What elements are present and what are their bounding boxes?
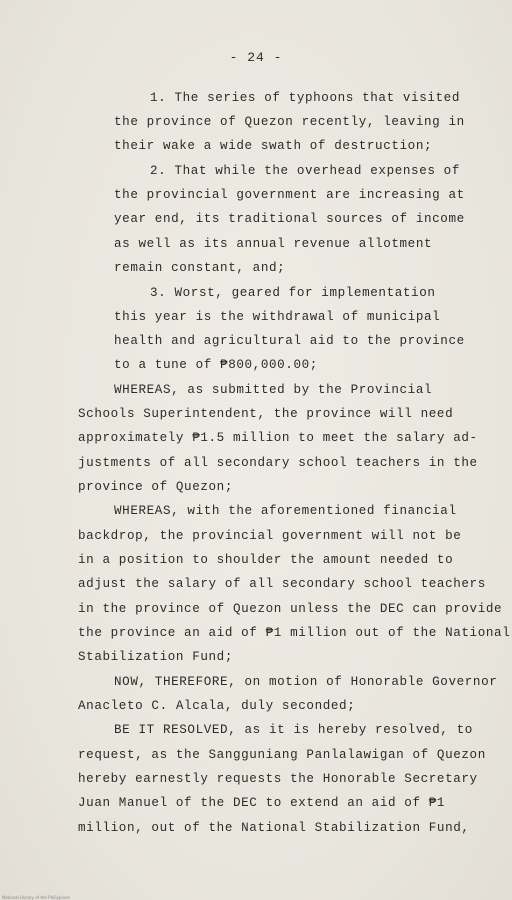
text-line: the province an aid of ₱1 million out of the National [78, 626, 511, 640]
page-number: - 24 - [229, 50, 283, 65]
text-line: the provincial government are increasing at [114, 188, 465, 202]
text-line: adjust the salary of all secondary school teachers [78, 577, 486, 591]
text-line: their wake a wide swath of destruction; [114, 139, 433, 153]
text-line: Anacleto C. Alcala, duly seconded; [78, 699, 356, 713]
text-line: backdrop, the provincial government will not be [78, 529, 462, 543]
text-line: request, as the Sangguniang Panlalawigan of Quezon [78, 748, 486, 762]
text-line: 3. Worst, geared for implementation [150, 286, 436, 300]
text-line: health and agricultural aid to the province [114, 334, 465, 348]
text-line: remain constant, and; [114, 261, 286, 275]
text-line: 1. The series of typhoons that visited [150, 91, 460, 105]
text-line: 2. That while the overhead expenses of [150, 164, 460, 178]
text-line: this year is the withdrawal of municipal [114, 310, 441, 324]
text-line: the province of Quezon recently, leaving in [114, 115, 465, 129]
text-line: Schools Superintendent, the province will need [78, 407, 454, 421]
text-line: as well as its annual revenue allotment [114, 237, 433, 251]
text-line: in the province of Quezon unless the DEC can provide [78, 602, 503, 616]
text-line: to a tune of ₱800,000.00; [114, 358, 318, 372]
text-line: hereby earnestly requests the Honorable Secretary [78, 772, 478, 786]
text-line: NOW, THEREFORE, on motion of Honorable Governor [114, 675, 498, 689]
text-line: million, out of the National Stabilization Fund, [78, 821, 470, 835]
text-line: year end, its traditional sources of income [114, 212, 465, 226]
text-line: province of Quezon; [78, 480, 233, 494]
text-line: in a position to shoulder the amount needed to [78, 553, 454, 567]
text-line: approximately ₱1.5 million to meet the salary ad- [78, 431, 478, 445]
text-line: BE IT RESOLVED, as it is hereby resolved, to [114, 723, 473, 737]
text-line: WHEREAS, as submitted by the Provincial [114, 383, 433, 397]
text-line: Juan Manuel of the DEC to extend an aid of ₱1 [78, 796, 446, 810]
library-footer: National Library of the Philippines [2, 895, 70, 900]
text-line: justments of all secondary school teachers in the [78, 456, 478, 470]
text-line: WHEREAS, with the aforementioned financial [114, 504, 457, 518]
text-line: Stabilization Fund; [78, 650, 233, 664]
